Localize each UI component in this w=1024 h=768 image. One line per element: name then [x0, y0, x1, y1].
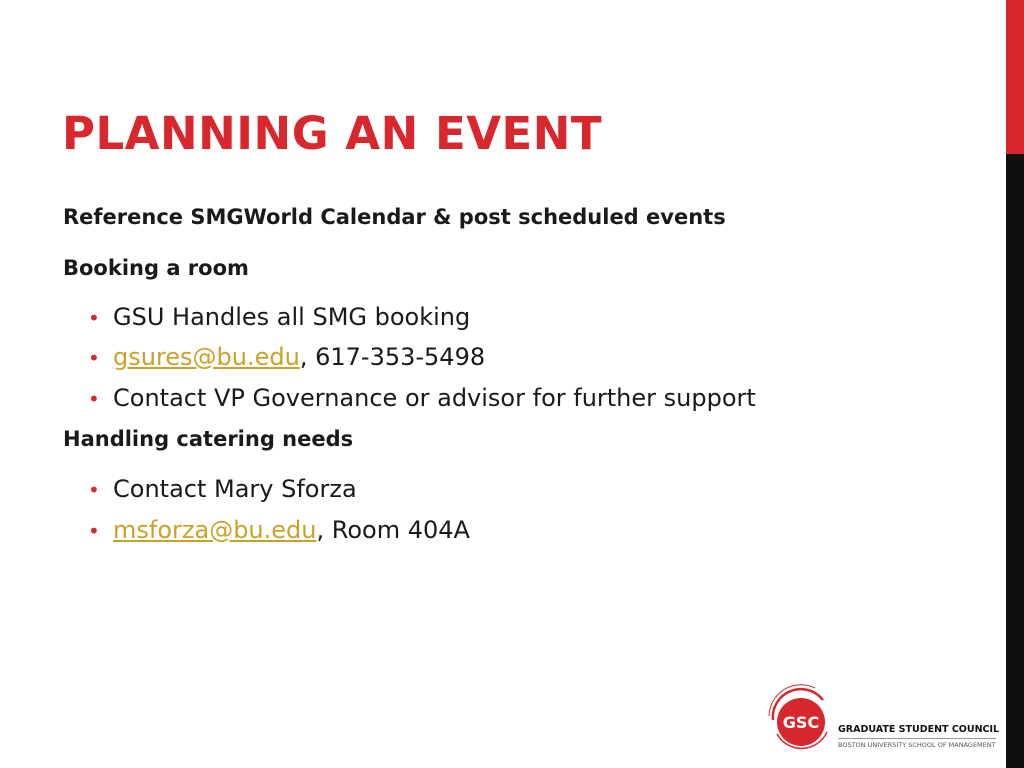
- logo-org-sub: BOSTON UNIVERSITY SCHOOL OF MANAGEMENT: [838, 738, 996, 749]
- logo-org-name: GRADUATE STUDENT COUNCIL: [838, 724, 1000, 735]
- list-item: [88, 516, 470, 544]
- list-item: [88, 384, 756, 412]
- list-item-suffix: , 617-353-5498: [299, 343, 486, 371]
- heading-reference: Reference SMGWorld Calendar & post scheduled events: [63, 205, 726, 229]
- list-item-suffix: , Room 404A: [316, 516, 470, 544]
- gsc-badge-text: GSC: [782, 713, 820, 732]
- list-item-text: Contact Mary Sforza: [113, 475, 357, 503]
- heading-catering: Handling catering needs: [63, 427, 354, 451]
- bullet-icon: •: [88, 519, 100, 543]
- bullet-icon: •: [88, 306, 100, 330]
- side-accent-bar-red: [1006, 0, 1024, 154]
- bullet-icon: •: [88, 346, 100, 370]
- heading-booking: Booking a room: [63, 256, 249, 280]
- email-link-msforza[interactable]: msforza@bu.edu: [113, 516, 317, 544]
- bullet-icon: •: [88, 478, 100, 502]
- list-item: [88, 475, 357, 503]
- list-item: [88, 343, 485, 371]
- side-accent-bar-black: [1006, 154, 1024, 768]
- slide-title: PLANNING AN EVENT: [62, 107, 603, 160]
- list-item-text: GSU Handles all SMG booking: [113, 303, 471, 331]
- list-item: [88, 303, 470, 331]
- list-item-text: Contact VP Governance or advisor for further support: [113, 384, 756, 412]
- gsc-badge-icon: [765, 682, 837, 762]
- bullet-icon: •: [88, 387, 100, 411]
- email-link-gsures[interactable]: gsures@bu.edu: [113, 343, 300, 371]
- gsc-logo: [765, 682, 1001, 762]
